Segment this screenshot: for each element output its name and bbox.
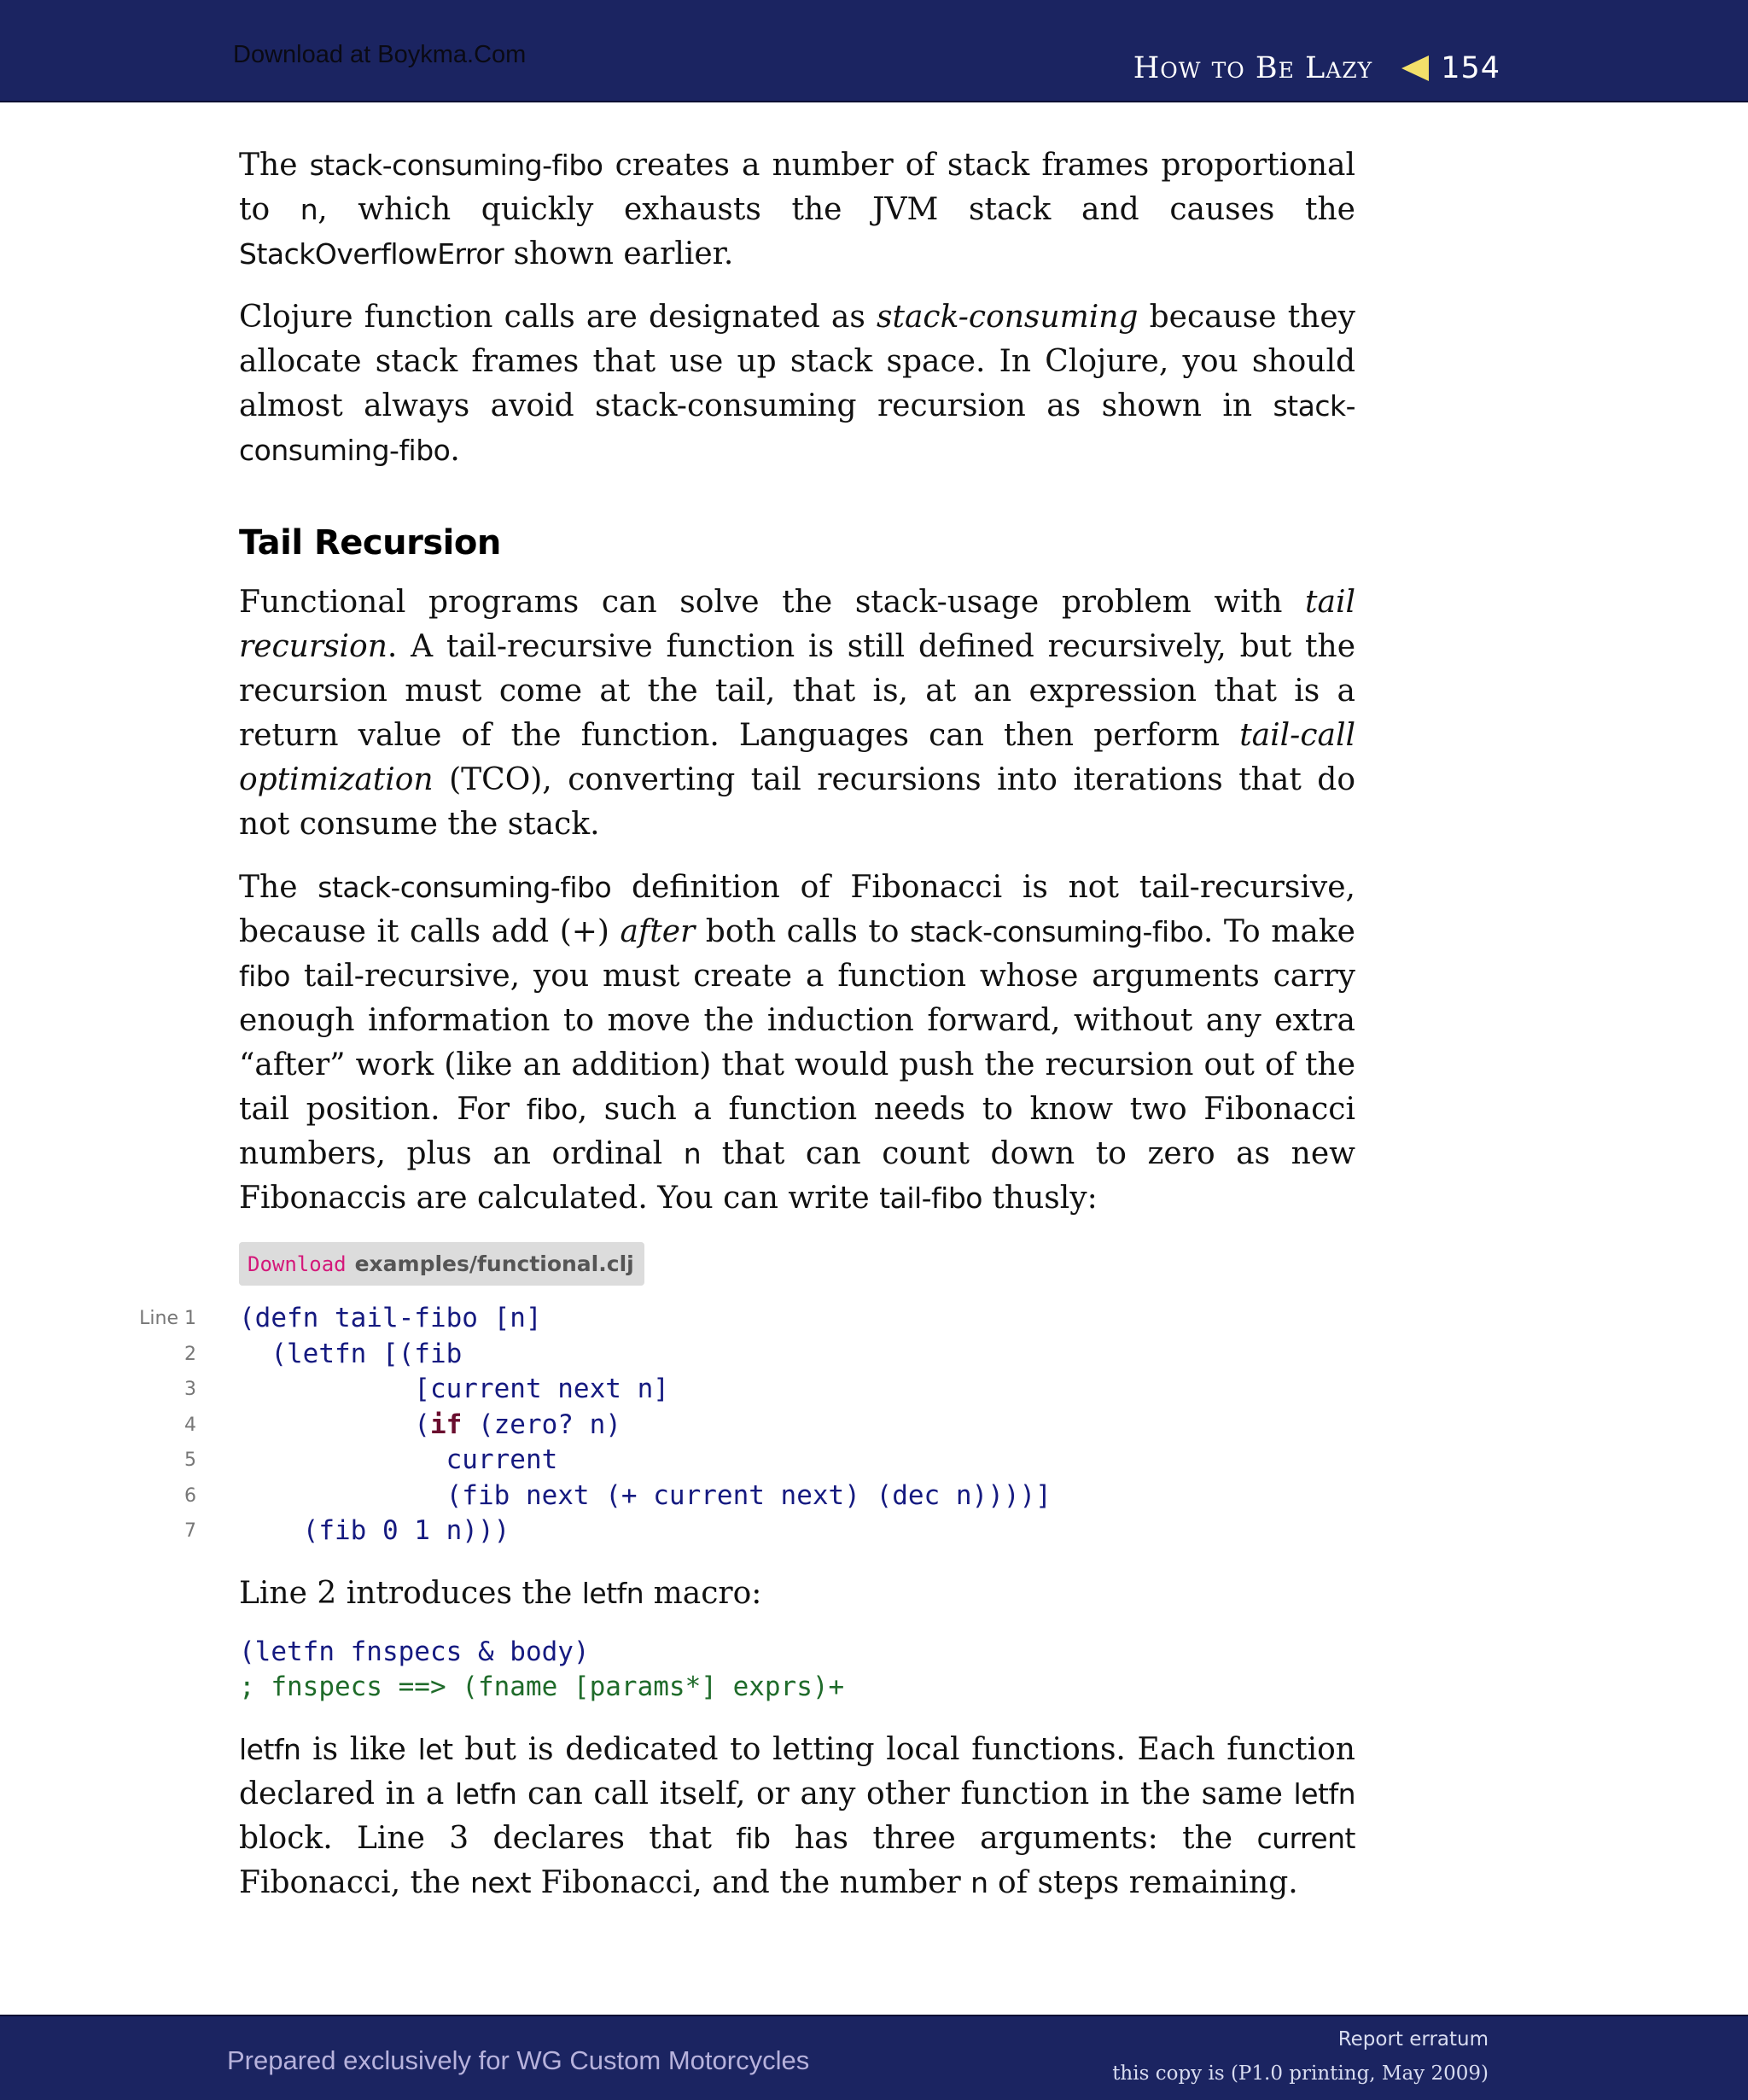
line-number: Line 1 <box>139 1308 196 1329</box>
inline-code: stack-consuming-fibo <box>309 149 603 182</box>
download-path: examples/functional.clj <box>354 1251 634 1276</box>
code-listing <box>139 1301 1355 1549</box>
code-line: 3 [current next n] <box>239 1372 1355 1408</box>
inline-code: current <box>1256 1821 1355 1855</box>
paragraph-1: The stack-consuming-fibo creates a number of stack frames proportional to n, which quickly exhausts the JVM stack and causes the StackOverflowError shown earlier. <box>239 148 1355 271</box>
code-line: 6 (fib next (+ current next) (dec n))))] <box>239 1479 1355 1514</box>
printing-note: this copy is (P1.0 printing, May 2009) <box>1112 2062 1489 2085</box>
inline-code: next <box>469 1865 532 1899</box>
code-line: 2 (letfn [(fib <box>239 1337 1355 1373</box>
inline-code: tail-fibo <box>879 1181 982 1215</box>
code-line: 4 (if (zero? n) <box>239 1408 1355 1444</box>
back-arrow-icon[interactable] <box>1401 55 1429 81</box>
line-number: 3 <box>184 1379 196 1400</box>
code-line: Line 1 (defn tail-fibo [n] <box>239 1301 1355 1337</box>
inline-code: letfn <box>454 1776 517 1811</box>
page-body <box>139 143 1355 1924</box>
inline-code: n <box>970 1865 988 1899</box>
prepared-for-note: Prepared exclusively for WG Custom Motorcycles <box>227 2045 810 2075</box>
syntax-line: (letfn fnspecs & body) <box>239 1636 590 1667</box>
page-header <box>0 0 1748 102</box>
inline-code: stack-consuming-fibo <box>239 389 1355 467</box>
keyword: if <box>429 1409 463 1440</box>
inline-code: n <box>683 1137 702 1170</box>
code-line: 5 current <box>239 1443 1355 1479</box>
paragraph-2: Clojure function calls are designated as stack-consuming because they allocate stack frames that use up stack space. In Clojure, you should almost always avoid stack-consuming recursion as shown in stack-consuming-fibo. <box>239 300 1355 468</box>
line-number: 5 <box>184 1450 196 1471</box>
inline-code: let <box>417 1732 453 1766</box>
inline-code: fibo <box>239 960 290 993</box>
paragraph-4: The stack-consuming-fibo definition of Fibonacci is not tail-recursive, because it calls add (+) after both calls to stack-consuming-fibo. To make fibo tail-recursive, you must create a function whose arguments carry enough information to move the induction forward, without any extra “after” work (like an addition) that would push the recursion out of the tail position. For fibo, such a function needs to know two Fibonacci numbers, plus an ordinal n that can count down to zero as new Fibonaccis are calculated. You can write tail-fibo thusly: <box>239 870 1355 1216</box>
line-number: 6 <box>184 1485 196 1507</box>
report-erratum-link[interactable]: Report erratum <box>1337 2028 1489 2050</box>
running-title <box>1133 51 1500 85</box>
line-number: 7 <box>184 1520 196 1542</box>
inline-code: fib <box>736 1821 771 1855</box>
section-heading: Tail Recursion <box>239 523 501 563</box>
inline-code: fibo <box>526 1093 578 1126</box>
inline-code: letfn <box>581 1576 644 1610</box>
syntax-block <box>239 1635 1355 1706</box>
chapter-title: How to Be Lazy <box>1133 51 1373 85</box>
paragraph-3: Functional programs can solve the stack-usage problem with tail recursion. A tail-recursive function is still defined recursively, but the recursion must come at the tail, that is, at an expression that is a return value of the function. Languages can then perform tail-call optimization (TCO), converting tail recursions into iterations that do not consume the stack. <box>239 585 1355 842</box>
line-number: 4 <box>184 1414 196 1436</box>
emphasis: tail-call optimization <box>239 718 1355 797</box>
inline-code: letfn <box>239 1732 301 1766</box>
inline-code: StackOverflowError <box>239 237 504 271</box>
emphasis: after <box>620 914 696 949</box>
line-number: 2 <box>184 1343 196 1365</box>
emphasis: stack-consuming <box>877 300 1139 335</box>
inline-code: stack-consuming-fibo <box>318 871 612 904</box>
page-number: 154 <box>1441 51 1500 85</box>
inline-code: n <box>300 193 318 226</box>
syntax-comment: ; fnspecs ==> (fname [params*] exprs)+ <box>239 1671 845 1702</box>
download-label: Download <box>248 1252 347 1276</box>
code-line: 7 (fib 0 1 n))) <box>239 1514 1355 1549</box>
watermark-link[interactable]: Download at Boykma.Com <box>233 41 527 68</box>
emphasis: tail recursion <box>239 585 1355 664</box>
paragraph-5: Line 2 introduces the letfn macro: <box>239 1575 762 1611</box>
page-footer <box>0 2015 1748 2100</box>
paragraph-6: letfn is like let but is dedicated to letting local functions. Each function declared in a letfn can call itself, or any other function in the same letfn block. Line 3 declares that fib has three arguments: the current Fibonacci, the next Fibonacci, and the number n of steps remaining. <box>239 1731 1355 1900</box>
download-link[interactable] <box>239 1242 644 1286</box>
inline-code: letfn <box>1293 1776 1355 1811</box>
inline-code: stack-consuming-fibo <box>909 915 1203 948</box>
